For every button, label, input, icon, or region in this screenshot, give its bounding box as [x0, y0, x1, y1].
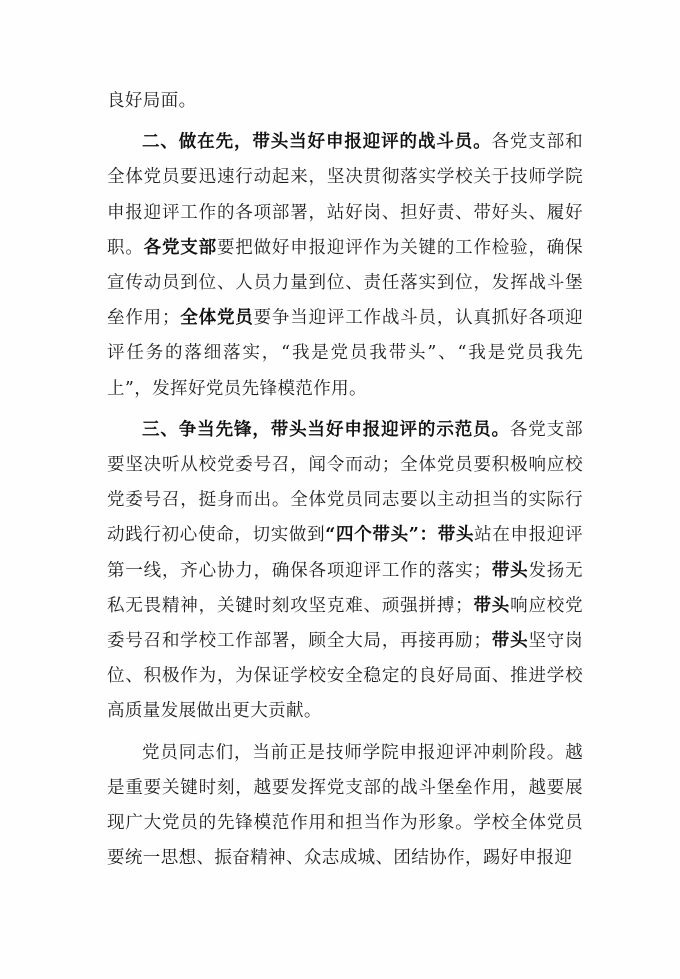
four-leads-label: “四个带头”： — [325, 525, 438, 546]
section-three-text-1: 各党支部要坚决听从校党委号召，闻令而动；全体党员要积极响应校党委号召，挺身而出。全体党员同志要以主动担当的实际行动践行初心使命，切实做到 — [107, 419, 583, 546]
paragraph-closing-fragment: 良好局面。 — [107, 91, 197, 111]
section-two-bold-members: 全体党员 — [179, 308, 254, 329]
lead-1-label: 带头 — [437, 525, 475, 546]
paragraph-call-to-action: 党员同志们，当前正是技师学院申报迎评冲刺阶段。越是重要关键时刻，越要发挥党支部的战斗堡垒作用，越要展现广大党员的先锋模范作用和担当作为形象。学校全体党员要统一思想、振奋精神、众志成城、团结协作，踢好申报迎 — [107, 742, 583, 869]
lead-2-text: 发扬无私无畏精神，关键时刻攻坚克难、顽强拼搏； — [107, 560, 583, 616]
section-two-text-2: 要把做好申报迎评作为关键的工作检验，确保宣传动员到位、人员力量到位、责任落实到位，发挥战斗堡垒作用； — [107, 237, 583, 329]
section-two-text-1: 各党支部和全体党员要迅速行动起来，坚决贯彻落实学校关于技师学院申报迎评工作的各项部署，站好岗、担好责、带好头、履好职。 — [107, 132, 583, 258]
lead-3-label: 带头 — [473, 595, 511, 616]
paragraph-section-three — [107, 413, 583, 730]
lead-2-label: 带头 — [491, 560, 529, 581]
lead-4-text: 坚守岗位、积极作为，为保证学校安全稳定的良好局面、推进学校高质量发展做出更大贡献。 — [107, 631, 583, 722]
section-two-text-3: 要争当迎评工作战斗员，认真抓好各项迎评任务的落细落实，“我是党员我带头”、“我是党员我先上”，发挥好党员先锋模范作用。 — [107, 308, 583, 399]
section-three-heading: 三、争当先锋，带头当好申报迎评的示范员。 — [142, 419, 510, 440]
section-two-bold-branches: 各党支部 — [143, 237, 217, 258]
document-body — [107, 84, 583, 876]
lead-1-text: 站在申报迎评第一线，齐心协力，确保各项迎评工作的落实； — [107, 525, 583, 581]
paragraph-section-two — [107, 125, 583, 407]
lead-3-text: 响应校党委号召和学校工作部署，顾全大局，再接再励； — [107, 595, 583, 652]
lead-4-label: 带头 — [491, 631, 529, 652]
section-two-heading: 二、做在先，带头当好申报迎评的战斗员。 — [142, 132, 492, 153]
